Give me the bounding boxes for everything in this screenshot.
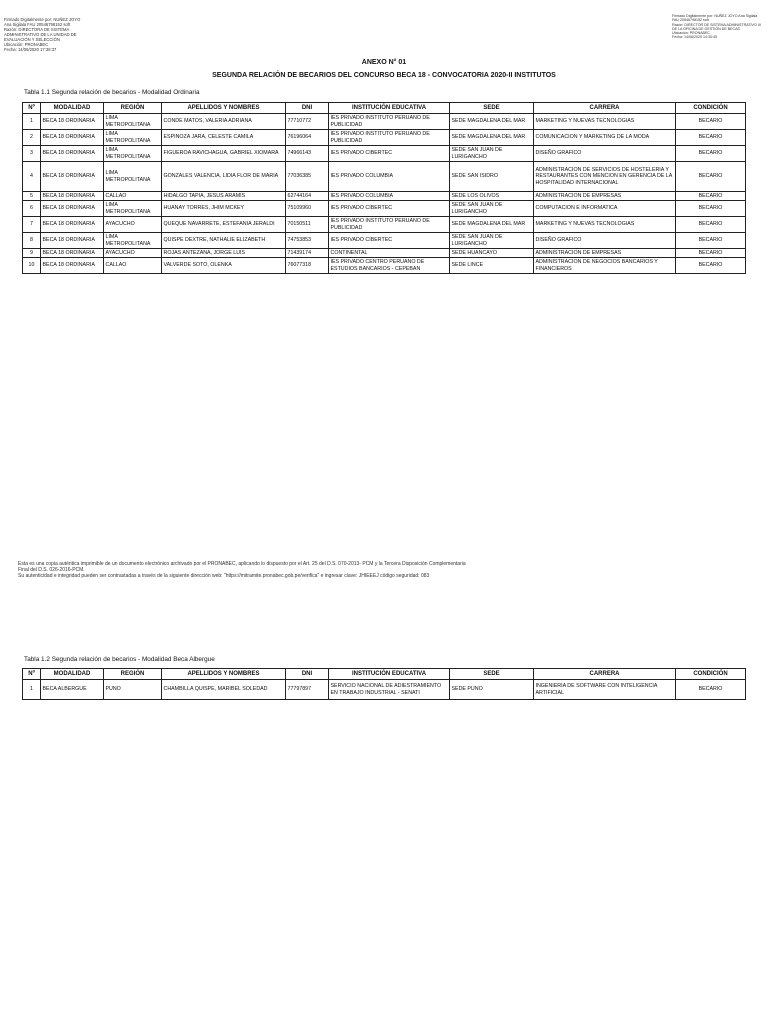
document-title: SEGUNDA RELACIÓN DE BECARIOS DEL CONCURSO BECA 18 - CONVOCATORIA 2020-II INSTITUTOS [212,72,556,79]
cell-modalidad: BECA 18 ORDINARIA [41,192,104,201]
cell-dni: 71439174 [286,249,329,258]
cell-institucion: CONTINENTAL [329,249,450,258]
cell-modalidad: BECA 18 ORDINARIA [41,130,104,146]
cell-modalidad: BECA 18 ORDINARIA [41,114,104,130]
table-header-row [23,669,746,680]
authenticity-note [18,561,466,580]
signature-line: Fecha: 14/06/2020 17:38:37 [4,47,57,52]
cell-modalidad: BECA 18 ORDINARIA [41,233,104,249]
cell-carrera: INGENIERIA DE SOFTWARE CON INTELIGENCIA ARTIFICIAL [534,680,676,700]
cell-carrera: COMUNICACION Y MARKETING DE LA MODA [534,130,676,146]
cell-carrera: DISEÑO GRAFICO [534,233,676,249]
scholarship-table-ordinaria [22,102,746,274]
cell-modalidad: BECA 18 ORDINARIA [41,258,104,274]
cell-modalidad: BECA 18 ORDINARIA [41,201,104,217]
cell-dni: 77710772 [286,114,329,130]
column-header-apellidos-nombres: APELLIDOS Y NOMBRES [162,103,286,114]
cell-apellidos-nombres: QUISPE DEXTRE, NATHALIE ELIZABETH [162,233,286,249]
cell-region: CALLAO [104,258,162,274]
signature-line: Razón: DIRECTORA DE SISTEMA [4,27,70,32]
cell-sede: SEDE HUANCAYO [450,249,534,258]
table-row [23,217,746,233]
cell-carrera: COMPUTACION E INFORMATICA [534,201,676,217]
signature-line: Firmado Digitalmente por: NUÑEZ JOYO Ana Sigilala [672,14,758,18]
cell-condicion: BECARIO [676,114,746,130]
cell-region: LIMA METROPOLITANA [104,201,162,217]
column-header-condicion: CONDICIÓN [676,669,746,680]
cell-apellidos-nombres: HUANAY TORRES, JHIM MCKEY [162,201,286,217]
column-header-apellidos-nombres: APELLIDOS Y NOMBRES [162,669,286,680]
signature-line: EVALUACIÓN Y SELECCIÓN [4,37,60,42]
cell-num: 10 [23,258,41,274]
signature-line: Fecha: 14/06/2020 14:30:45 [672,35,717,40]
cell-region: LIMA METROPOLITANA [104,233,162,249]
scholarship-table-albergue [22,668,746,700]
cell-apellidos-nombres: ROJAS ANTEZANA, JORGE LUIS [162,249,286,258]
cell-apellidos-nombres: ESPINOZA JARA, CELESTE CAMILA [162,130,286,146]
cell-institucion: IES PRIVADO CIBERTEC [329,146,450,162]
cell-carrera: ADMINISTRACION DE NEGOCIOS BANCARIOS Y FINANCIEROS [534,258,676,274]
cell-region: LIMA METROPOLITANA [104,114,162,130]
cell-carrera: ADMINISTRACION DE EMPRESAS [534,192,676,201]
cell-sede: SEDE SAN JUAN DE LURIGANCHO [450,201,534,217]
column-header-condicion: CONDICIÓN [676,103,746,114]
column-header-sede: SEDE [450,669,534,680]
cell-dni: 75109960 [286,201,329,217]
column-header-sede: SEDE [450,103,534,114]
cell-apellidos-nombres: CONDE MATOS, VALERIA ADRIANA [162,114,286,130]
table-row [23,114,746,130]
cell-apellidos-nombres: HIDALGO TAPIA, JESUS ARAMIS [162,192,286,201]
column-header-dni: DNI [286,669,329,680]
table2-caption: Tabla 1.2 Segunda relación de becarios - Modalidad Beca Albergue [24,656,215,663]
cell-dni: 70150511 [286,217,329,233]
table-row [23,146,746,162]
digital-signature-left [4,17,80,52]
signature-line: Ubicación: PRONABEC [672,31,710,36]
column-header-region: REGIÓN [104,103,162,114]
cell-carrera: ADMINISTRACION DE SERVICIOS DE HOSTELERIA Y RESTAURANTES CON MENCION EN GERENCIA DE LA HOSPITALIDAD INTERNACIONAL [534,162,676,192]
cell-institucion: IES PRIVADO INSTITUTO PERUANO DE PUBLICIDAD [329,130,450,146]
cell-condicion: BECARIO [676,217,746,233]
column-header-region: REGIÓN [104,669,162,680]
cell-num: 6 [23,201,41,217]
cell-condicion: BECARIO [676,146,746,162]
table-header-row [23,103,746,114]
column-header-carrera: CARRERA [534,669,676,680]
table-row [23,130,746,146]
cell-modalidad: BECA 18 ORDINARIA [41,162,104,192]
column-header-modalidad: MODALIDAD [41,669,104,680]
cell-sede: SEDE MAGDALENA DEL MAR [450,130,534,146]
table-row [23,162,746,192]
column-header-institucion: INSTITUCIÓN EDUCATIVA [329,103,450,114]
signature-line: FAU 20546798152 soft [672,18,709,23]
cell-num: 1 [23,114,41,130]
cell-sede: SEDE MAGDALENA DEL MAR [450,217,534,233]
table-row [23,680,746,700]
cell-modalidad: BECA 18 ORDINARIA [41,146,104,162]
cell-condicion: BECARIO [676,258,746,274]
cell-dni: 77797897 [286,680,329,700]
cell-sede: SEDE PUNO [450,680,534,700]
cell-num: 1 [23,680,41,700]
cell-dni: 62744164 [286,192,329,201]
cell-condicion: BECARIO [676,680,746,700]
cell-institucion: IES PRIVADO CENTRO PERUANO DE ESTUDIOS BANCARIOS - CEPEBAN [329,258,450,274]
cell-carrera: ADMINISTRACION DE EMPRESAS [534,249,676,258]
cell-apellidos-nombres: QUEQUE NAVARRETE, ESTEFANIA JERALDI [162,217,286,233]
cell-region: AYACUCHO [104,249,162,258]
cell-num: 3 [23,146,41,162]
table-row [23,233,746,249]
cell-apellidos-nombres: VALVERDE SOTO, OLENKA [162,258,286,274]
cell-region: AYACUCHO [104,217,162,233]
column-header-carrera: CARRERA [534,103,676,114]
cell-dni: 74966143 [286,146,329,162]
column-header-dni: DNI [286,103,329,114]
note-line: Esta es una copia auténtica imprimible de un documento electrónico archivado por el PRONABEC, aplicando lo dispuesto por el Art. 25 del D.S. 070-2013- PCM y la Tercera Disposición Complementaria [18,561,466,567]
signature-line: ADMINISTRATIVO DE LA UNIDAD DE [4,32,77,37]
cell-modalidad: BECA ALBERGUE [41,680,104,700]
cell-condicion: BECARIO [676,162,746,192]
cell-apellidos-nombres: CHAMBILLA QUISPE, MARIBEL SOLEDAD [162,680,286,700]
note-line: Final del D.S. 026-2016-PCM. [18,567,85,574]
cell-region: LIMA METROPOLITANA [104,146,162,162]
cell-dni: 76077318 [286,258,329,274]
cell-sede: SEDE SAN JUAN DE LURIGANCHO [450,233,534,249]
cell-num: 5 [23,192,41,201]
column-header-num: Nº [23,669,41,680]
cell-condicion: BECARIO [676,233,746,249]
cell-region: LIMA METROPOLITANA [104,162,162,192]
column-header-num: Nº [23,103,41,114]
cell-region: LIMA METROPOLITANA [104,130,162,146]
cell-institucion: IES PRIVADO COLUMBIA [329,192,450,201]
cell-sede: SEDE LINCE [450,258,534,274]
cell-modalidad: BECA 18 ORDINARIA [41,217,104,233]
signature-line: Firmado Digitalmente por: NUÑEZ JOYO [4,17,81,22]
cell-institucion: IES PRIVADO CIBERTEC [329,201,450,217]
cell-sede: SEDE SAN ISIDRO [450,162,534,192]
cell-condicion: BECARIO [676,249,746,258]
table1-caption: Tabla 1.1 Segunda relación de becarios - Modalidad Ordinaria [24,89,200,96]
cell-dni: 77036385 [286,162,329,192]
cell-sede: SEDE SAN JUAN DE LURIGANCHO [450,146,534,162]
cell-modalidad: BECA 18 ORDINARIA [41,249,104,258]
cell-carrera: MARKETING Y NUEVAS TECNOLOGIAS [534,217,676,233]
cell-sede: SEDE MAGDALENA DEL MAR [450,114,534,130]
cell-num: 9 [23,249,41,258]
table-row [23,192,746,201]
note-line: Su autenticidad e integridad pueden ser contrastadas a través de la siguiente dirección web: "https://mitramite.pronabec.gob.pe/verifica" e ingresar clave: JHIEEEJ código seguridad: 083 [18,573,430,580]
cell-condicion: BECARIO [676,130,746,146]
cell-region: CALLAO [104,192,162,201]
signature-line: Ana Sigilala FAU 20546798152 soft [4,22,71,27]
signature-line: Razón: DIRECTOR DE SISTEMA ADMINISTRATIVO III [672,22,761,27]
signature-line: DE LA OFICINA DE GESTIÓN DE BECAS [672,26,740,31]
cell-num: 4 [23,162,41,192]
table-row [23,201,746,217]
cell-carrera: DISEÑO GRAFICO [534,146,676,162]
cell-dni: 76196064 [286,130,329,146]
table-row [23,258,746,274]
cell-institucion: IES PRIVADO COLUMBIA [329,162,450,192]
table-row [23,249,746,258]
cell-institucion: IES PRIVADO INSTITUTO PERUANO DE PUBLICIDAD [329,114,450,130]
cell-institucion: IES PRIVADO CIBERTEC [329,233,450,249]
cell-num: 7 [23,217,41,233]
cell-sede: SEDE LOS OLIVOS [450,192,534,201]
cell-institucion: SERVICIO NACIONAL DE ADIESTRAMIENTO EN TRABAJO INDUSTRIAL - SENATI [329,680,450,700]
cell-institucion: IES PRIVADO INSTITUTO PERUANO DE PUBLICIDAD [329,217,450,233]
cell-num: 8 [23,233,41,249]
signature-line: Ubicación: PRONABEC [4,42,49,47]
cell-apellidos-nombres: FIGUEROA RAVICHAGUA, GABRIEL XIOMARA [162,146,286,162]
cell-num: 2 [23,130,41,146]
cell-dni: 74753853 [286,233,329,249]
cell-carrera: MARKETING Y NUEVAS TECNOLOGIAS [534,114,676,130]
digital-signature-right [672,14,761,40]
cell-condicion: BECARIO [676,192,746,201]
column-header-modalidad: MODALIDAD [41,103,104,114]
cell-apellidos-nombres: GONZALES VALENCIA, LIDIA FLOR DE MARIA [162,162,286,192]
cell-region: PUNO [104,680,162,700]
cell-condicion: BECARIO [676,201,746,217]
annex-title: ANEXO N° 01 [361,59,407,66]
column-header-institucion: INSTITUCIÓN EDUCATIVA [329,669,450,680]
